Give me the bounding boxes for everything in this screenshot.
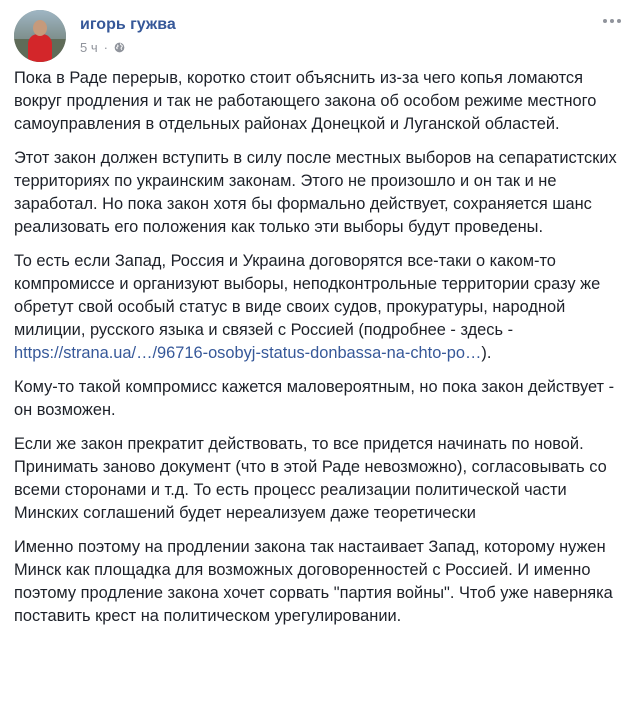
- post-meta: [80, 40, 125, 55]
- post-paragraph: Если же закон прекратит действовать, то все придется начинать по новой. Принимать заново документ (что в этой Раде невозможно), согласовывать со всеми сторонами и т.д. То есть процесс реализации политической части Минских соглашений будет нереализуем даже теоретически: [14, 435, 607, 522]
- more-dot: [617, 19, 621, 23]
- post-paragraph: Именно поэтому на продлении закона так настаивает Запад, которому нужен Минск как площадка для возможных договоренностей с Россией. И именно поэтому продление закона хочет сорвать "партия войны". Чтоб уже наверняка поставить крест на политическом урегулировании.: [14, 538, 613, 625]
- more-dot: [603, 19, 607, 23]
- paragraph-text: ).: [481, 344, 492, 362]
- post-paragraph: Пока в Раде перерыв, коротко стоит объяснить из-за чего копья ломаются вокруг продления и так не работающего закона об особом режиме местного самоуправления в отдельных районах Донецкой и Луганской областей.: [14, 69, 597, 133]
- paragraph-text: То есть если Запад, Россия и Украина договорятся все-таки о каком-то компромиссе и организуют выборы, неподконтрольные территории сразу же обретут свой особый статус в виде своих судов, прокуратуры, народной милиции, русского языка и связей с Россией (подробнее - здесь -: [14, 252, 601, 339]
- post-paragraph: Кому-то такой компромисс кажется маловероятным, но пока закон действует - он возможен.: [14, 378, 615, 419]
- more-options-icon[interactable]: [600, 14, 624, 28]
- meta-separator: ·: [103, 40, 108, 55]
- more-dot: [610, 19, 614, 23]
- avatar-figure: [28, 34, 52, 62]
- globe-icon: [114, 42, 125, 53]
- article-link[interactable]: https://strana.ua/…/96716-osobyj-status-donbassa-na-chto-po…: [14, 344, 482, 362]
- avatar-head: [33, 20, 47, 36]
- post-header: [14, 10, 624, 62]
- post-time[interactable]: 5 ч: [80, 40, 98, 55]
- post-paragraph-with-link: [14, 250, 620, 365]
- author-name[interactable]: игорь гужва: [80, 16, 176, 33]
- post-content: [14, 67, 620, 639]
- avatar[interactable]: [14, 10, 66, 62]
- post-paragraph: Этот закон должен вступить в силу после местных выборов на сепаратистских территориях по украинским законам. Этого не произошло и он так и не заработал. Но пока закон хотя бы формально действует, сохраняется шанс реализовать его положения как только эти выборы будут проведены.: [14, 149, 617, 236]
